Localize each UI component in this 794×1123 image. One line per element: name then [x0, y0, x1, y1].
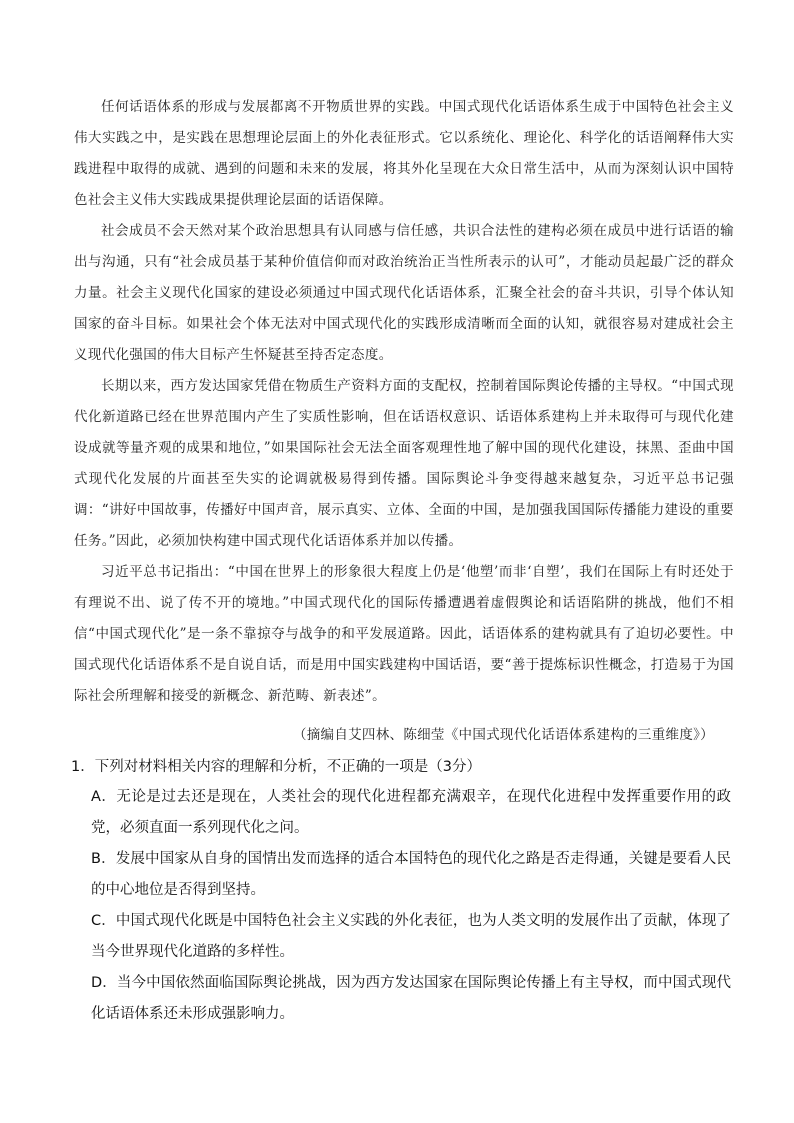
option-a: A．无论是过去还是现在，人类社会的现代化进程都充满艰辛，在现代化进程中发挥重要作用的政党，必须直面一系列现代化之问。	[91, 789, 731, 836]
question-1	[71, 752, 731, 1030]
option-b: B．发展中国家从自身的国情出发而选择的适合本国特色的现代化之路是否走得通，关键是要看人民的中心地位是否得到坚持。	[91, 851, 731, 898]
reading-passage	[74, 92, 734, 712]
passage-source-citation: （摘编自艾四林、陈细莹《中国式现代化话语体系建构的三重维度》）	[292, 727, 714, 743]
passage-paragraph-3: 长期以来，西方发达国家凭借在物质生产资料方面的支配权，控制着国际舆论传播的主导权。“中国式现代化新道路已经在世界范围内产生了实质性影响，但在话语权意识、话语体系建构上并未取得可与现代化建设成就等量齐观的成果和地位，”如果国际社会无法全面客观理性地了解中国的现代化建设，抹黑、歪曲中国式现代化发展的片面甚至失实的论调就极易得到传播。国际舆论斗争变得越来越复杂，习近平总书记强调：“讲好中国故事，传播好中国声音，展示真实、立体、全面的中国，是加强我国国际传播能力建设的重要任务。”因此，必须加快构建中国式现代化话语体系并加以传播。	[74, 378, 734, 549]
question-stem: 1．下列对材料相关内容的理解和分析，不正确的一项是（3分）	[71, 759, 481, 775]
passage-paragraph-2: 社会成员不会天然对某个政治思想具有认同感与信任感，共识合法性的建构必须在成员中进行话语的输出与沟通，只有“社会成员基于某种价值信仰而对政治统治正当性所表示的认可”，才能动员起最广泛的群众力量。社会主义现代化国家的建设必须通过中国式现代化话语体系，汇聚全社会的奋斗共识，引导个体认知国家的奋斗目标。如果社会个体无法对中国式现代化的实践形成清晰而全面的认知，就很容易对建成社会主义现代化强国的伟大目标产生怀疑甚至持否定态度。	[74, 223, 734, 363]
passage-paragraph-4: 习近平总书记指出：“中国在世界上的形象很大程度上仍是‘他塑’而非‘自塑’，我们在国际上有时还处于有理说不出、说了传不开的境地。”中国式现代化的国际传播遭遇着虚假舆论和话语陷阱的挑战，他们不相信“中国式现代化”是一条不靠掠夺与战争的和平发展道路。因此，话语体系的建构就具有了迫切必要性。中国式现代化话语体系不是自说自话，而是用中国实践建构中国话语，要“善于提炼标识性概念，打造易于为国际社会所理解和接受的新概念、新范畴、新表述”。	[74, 564, 734, 704]
option-d: D．当今中国依然面临国际舆论挑战，因为西方发达国家在国际舆论传播上有主导权，而中国式现代化话语体系还未形成强影响力。	[91, 975, 731, 1022]
option-c: C．中国式现代化既是中国特色社会主义实践的外化表征，也为人类文明的发展作出了贡献，体现了当今世界现代化道路的多样性。	[91, 913, 731, 960]
passage-paragraph-1: 任何话语体系的形成与发展都离不开物质世界的实践。中国式现代化话语体系生成于中国特色社会主义伟大实践之中，是实践在思想理论层面上的外化表征形式。它以系统化、理论化、科学化的话语阐释伟大实践进程中取得的成就、遇到的问题和未来的发展，将其外化呈现在大众日常生活中，从而为深刻认识中国特色社会主义伟大实践成果提供理论层面的话语保障。	[74, 99, 734, 208]
